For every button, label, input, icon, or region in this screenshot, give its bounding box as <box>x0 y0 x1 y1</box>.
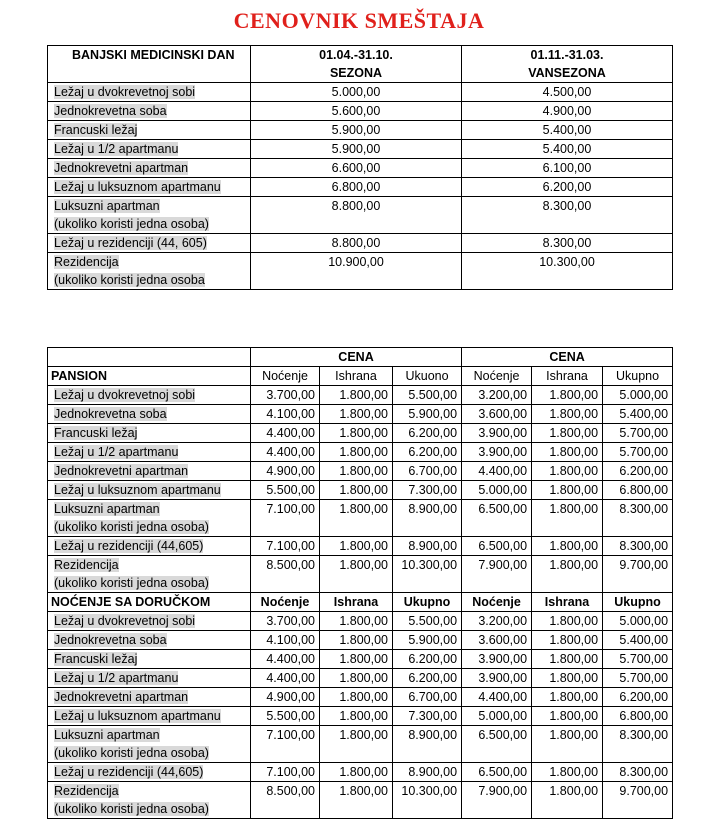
header-season <box>251 46 462 83</box>
price-cell: 6.700,00 <box>393 462 462 481</box>
price-cell: 1.800,00 <box>532 707 603 726</box>
row-label <box>48 140 251 159</box>
price-cell: 1.800,00 <box>320 612 393 631</box>
row-label-line: Ležaj u dvokrevetnoj sobi <box>54 614 196 628</box>
price-cell: 6.200,00 <box>462 178 673 197</box>
price-cell: 3.900,00 <box>462 443 532 462</box>
price-cell: 1.800,00 <box>532 782 603 819</box>
row-label-line: Ležaj u 1/2 apartmanu <box>54 671 179 685</box>
table-header-row <box>48 46 673 83</box>
row-label-line: Rezidencija <box>54 784 119 798</box>
price-cell: 5.900,00 <box>393 631 462 650</box>
row-label <box>48 537 251 556</box>
price-cell: 1.800,00 <box>320 500 393 537</box>
price-cell: 1.800,00 <box>532 726 603 763</box>
column-header: Ukuono <box>393 367 462 386</box>
price-cell: 4.900,00 <box>251 462 320 481</box>
price-cell: 10.300,00 <box>462 253 673 290</box>
price-cell: 1.800,00 <box>532 481 603 500</box>
table-row <box>48 782 673 819</box>
table-row <box>48 386 673 405</box>
price-cell: 1.800,00 <box>320 782 393 819</box>
table-row <box>48 650 673 669</box>
price-cell: 6.600,00 <box>251 159 462 178</box>
price-cell: 6.200,00 <box>393 669 462 688</box>
price-cell: 7.100,00 <box>251 500 320 537</box>
price-cell: 1.800,00 <box>320 631 393 650</box>
price-cell: 1.800,00 <box>532 405 603 424</box>
row-label-line: Ležaj u 1/2 apartmanu <box>54 445 179 459</box>
price-cell: 1.800,00 <box>320 386 393 405</box>
price-cell: 1.800,00 <box>532 650 603 669</box>
row-label-line: Luksuzni apartman <box>54 728 160 742</box>
price-cell: 1.800,00 <box>532 424 603 443</box>
price-cell: 5.900,00 <box>393 405 462 424</box>
price-cell: 8.900,00 <box>393 500 462 537</box>
row-label-line: Francuski ležaj <box>54 123 138 137</box>
row-label <box>48 763 251 782</box>
table-row <box>48 159 673 178</box>
price-cell: 5.900,00 <box>251 140 462 159</box>
row-label-line: Ležaj u 1/2 apartmanu <box>54 142 179 156</box>
price-cell: 8.300,00 <box>603 500 673 537</box>
price-cell: 5.400,00 <box>462 121 673 140</box>
table-row <box>48 500 673 537</box>
table-row <box>48 481 673 500</box>
price-cell: 8.900,00 <box>393 763 462 782</box>
column-header: Ukupno <box>393 593 462 612</box>
price-cell: 8.300,00 <box>462 197 673 234</box>
price-cell: 4.400,00 <box>251 424 320 443</box>
price-cell: 8.800,00 <box>251 234 462 253</box>
row-label-line: (ukoliko koristi jedna osoba) <box>54 520 209 534</box>
row-label <box>48 102 251 121</box>
table-row <box>48 688 673 707</box>
price-cell: 5.400,00 <box>603 631 673 650</box>
season-dates: 01.04.-31.10. <box>319 48 393 62</box>
price-cell: 4.400,00 <box>462 688 532 707</box>
row-label-line: Jednokrevetni apartman <box>54 690 189 704</box>
row-label <box>48 612 251 631</box>
price-cell: 6.700,00 <box>393 688 462 707</box>
price-cell: 5.400,00 <box>603 405 673 424</box>
price-cell: 9.700,00 <box>603 556 673 593</box>
price-cell: 8.500,00 <box>251 782 320 819</box>
price-cell: 6.100,00 <box>462 159 673 178</box>
table-row <box>48 707 673 726</box>
table-row <box>48 631 673 650</box>
price-cell: 6.200,00 <box>393 650 462 669</box>
row-label <box>48 121 251 140</box>
price-cell: 4.900,00 <box>462 102 673 121</box>
row-label-line: Ležaj u luksuznom apartmanu <box>54 709 221 723</box>
price-cell: 5.600,00 <box>251 102 462 121</box>
row-label-line: (ukoliko koristi jedna osoba <box>54 273 205 287</box>
column-header: Noćenje <box>462 367 532 386</box>
empty-cell <box>48 348 251 367</box>
price-cell: 6.800,00 <box>603 707 673 726</box>
table-row <box>48 669 673 688</box>
price-cell: 6.200,00 <box>393 443 462 462</box>
price-cell: 5.000,00 <box>251 83 462 102</box>
price-cell: 6.500,00 <box>462 537 532 556</box>
price-cell: 5.500,00 <box>393 386 462 405</box>
table-row <box>48 197 673 234</box>
price-cell: 7.100,00 <box>251 537 320 556</box>
price-cell: 6.500,00 <box>462 500 532 537</box>
row-label <box>48 234 251 253</box>
price-cell: 7.100,00 <box>251 726 320 763</box>
row-label-line: (ukoliko koristi jedna osoba) <box>54 802 209 816</box>
row-label-line: Jednokrevetna soba <box>54 104 167 118</box>
row-label <box>48 405 251 424</box>
price-cell: 10.300,00 <box>393 782 462 819</box>
column-header: Noćenje <box>251 367 320 386</box>
row-label <box>48 386 251 405</box>
header-label: BANJSKI MEDICINSKI DAN <box>48 46 251 83</box>
section-name: PANSION <box>48 367 251 386</box>
row-label-line: Luksuzni apartman <box>54 199 160 213</box>
price-cell: 3.600,00 <box>462 405 532 424</box>
section-name: NOĆENJE SA DORUČKOM <box>48 593 251 612</box>
price-cell: 5.500,00 <box>251 481 320 500</box>
price-cell: 8.300,00 <box>462 234 673 253</box>
table-row <box>48 178 673 197</box>
price-cell: 1.800,00 <box>320 462 393 481</box>
row-label <box>48 782 251 819</box>
table-header-row <box>48 348 673 367</box>
price-cell: 5.400,00 <box>462 140 673 159</box>
price-cell: 7.300,00 <box>393 481 462 500</box>
price-cell: 1.800,00 <box>532 462 603 481</box>
row-label-line: Rezidencija <box>54 255 119 269</box>
price-cell: 6.200,00 <box>603 688 673 707</box>
price-cell: 5.700,00 <box>603 424 673 443</box>
table-row <box>48 443 673 462</box>
price-cell: 1.800,00 <box>320 650 393 669</box>
table-row <box>48 537 673 556</box>
row-label-line: Jednokrevetna soba <box>54 407 167 421</box>
column-header: Ishrana <box>320 367 393 386</box>
row-label-line: Ležaj u luksuznom apartmanu <box>54 180 221 194</box>
price-cell: 4.400,00 <box>462 462 532 481</box>
row-label-line: Jednokrevetni apartman <box>54 161 189 175</box>
offseason-name: VANSEZONA <box>528 66 606 80</box>
row-label-line: Ležaj u dvokrevetnoj sobi <box>54 388 196 402</box>
table-row <box>48 121 673 140</box>
table-row <box>48 612 673 631</box>
price-cell: 1.800,00 <box>320 707 393 726</box>
row-label-line: Rezidencija <box>54 558 119 572</box>
row-label <box>48 83 251 102</box>
price-cell: 6.200,00 <box>603 462 673 481</box>
price-cell: 1.800,00 <box>532 669 603 688</box>
price-cell: 7.900,00 <box>462 556 532 593</box>
table-row <box>48 405 673 424</box>
row-label <box>48 726 251 763</box>
price-cell: 1.800,00 <box>320 481 393 500</box>
row-label-line: Luksuzni apartman <box>54 502 160 516</box>
price-cell: 3.200,00 <box>462 612 532 631</box>
price-cell: 5.000,00 <box>603 386 673 405</box>
row-label <box>48 500 251 537</box>
row-label-line: Francuski ležaj <box>54 652 138 666</box>
table-row <box>48 83 673 102</box>
price-cell: 5.700,00 <box>603 669 673 688</box>
table-row <box>48 763 673 782</box>
price-cell: 1.800,00 <box>320 537 393 556</box>
price-cell: 1.800,00 <box>320 405 393 424</box>
price-cell: 4.100,00 <box>251 631 320 650</box>
price-cell: 5.900,00 <box>251 121 462 140</box>
row-label <box>48 650 251 669</box>
row-label-line: (ukoliko koristi jedna osoba) <box>54 217 209 231</box>
table-row <box>48 726 673 763</box>
price-cell: 1.800,00 <box>320 556 393 593</box>
row-label <box>48 631 251 650</box>
price-cell: 4.400,00 <box>251 650 320 669</box>
price-cell: 1.800,00 <box>532 556 603 593</box>
row-label-line: Ležaj u luksuznom apartmanu <box>54 483 221 497</box>
price-cell: 10.900,00 <box>251 253 462 290</box>
price-cell: 6.800,00 <box>251 178 462 197</box>
column-header: Noćenje <box>462 593 532 612</box>
row-label-line: Francuski ležaj <box>54 426 138 440</box>
row-label-line: Ležaj u rezidenciji (44,605) <box>54 765 204 779</box>
row-label-line: (ukoliko koristi jedna osoba) <box>54 576 209 590</box>
price-cell: 1.800,00 <box>320 669 393 688</box>
price-cell: 8.300,00 <box>603 763 673 782</box>
price-cell: 9.700,00 <box>603 782 673 819</box>
table-row <box>48 140 673 159</box>
price-cell: 1.800,00 <box>320 726 393 763</box>
price-cell: 7.300,00 <box>393 707 462 726</box>
column-header: Noćenje <box>251 593 320 612</box>
table-row <box>48 253 673 290</box>
price-cell: 3.900,00 <box>462 424 532 443</box>
price-cell: 8.500,00 <box>251 556 320 593</box>
season-name: SEZONA <box>329 66 383 80</box>
row-label-line: Jednokrevetni apartman <box>54 464 189 478</box>
price-cell: 5.500,00 <box>393 612 462 631</box>
price-cell: 1.800,00 <box>532 688 603 707</box>
price-cell: 10.300,00 <box>393 556 462 593</box>
price-cell: 3.200,00 <box>462 386 532 405</box>
price-cell: 1.800,00 <box>532 537 603 556</box>
price-cell: 5.500,00 <box>251 707 320 726</box>
price-cell: 4.900,00 <box>251 688 320 707</box>
price-cell: 1.800,00 <box>532 500 603 537</box>
price-cell: 4.500,00 <box>462 83 673 102</box>
row-label-line: Ležaj u rezidenciji (44, 605) <box>54 236 207 250</box>
price-cell: 3.600,00 <box>462 631 532 650</box>
price-cell: 3.900,00 <box>462 650 532 669</box>
column-header: Ukupno <box>603 367 673 386</box>
price-group-header: CENA <box>462 348 673 367</box>
price-cell: 5.000,00 <box>603 612 673 631</box>
price-cell: 6.800,00 <box>603 481 673 500</box>
price-cell: 5.700,00 <box>603 650 673 669</box>
section-header-row <box>48 593 673 612</box>
price-cell: 8.800,00 <box>251 197 462 234</box>
row-label-line: Ležaj u dvokrevetnoj sobi <box>54 85 196 99</box>
price-group-header: CENA <box>251 348 462 367</box>
row-label <box>48 443 251 462</box>
column-header: Ishrana <box>320 593 393 612</box>
row-label <box>48 424 251 443</box>
price-cell: 5.700,00 <box>603 443 673 462</box>
table-row <box>48 556 673 593</box>
price-cell: 5.000,00 <box>462 481 532 500</box>
board-price-table <box>47 347 673 819</box>
section-header-row <box>48 367 673 386</box>
price-cell: 8.300,00 <box>603 726 673 763</box>
row-label <box>48 688 251 707</box>
header-offseason <box>462 46 673 83</box>
row-label-line: (ukoliko koristi jedna osoba) <box>54 746 209 760</box>
price-cell: 1.800,00 <box>532 612 603 631</box>
row-label-line: Ležaj u rezidenciji (44,605) <box>54 539 204 553</box>
price-cell: 6.200,00 <box>393 424 462 443</box>
table-row <box>48 424 673 443</box>
price-cell: 4.400,00 <box>251 669 320 688</box>
price-cell: 3.700,00 <box>251 386 320 405</box>
price-cell: 6.500,00 <box>462 763 532 782</box>
price-cell: 1.800,00 <box>320 763 393 782</box>
price-cell: 8.900,00 <box>393 726 462 763</box>
price-cell: 3.700,00 <box>251 612 320 631</box>
price-cell: 7.100,00 <box>251 763 320 782</box>
row-label <box>48 669 251 688</box>
price-cell: 7.900,00 <box>462 782 532 819</box>
price-cell: 3.900,00 <box>462 669 532 688</box>
table-row <box>48 462 673 481</box>
row-label <box>48 556 251 593</box>
price-cell: 1.800,00 <box>320 688 393 707</box>
row-label <box>48 197 251 234</box>
table-row <box>48 102 673 121</box>
row-label <box>48 178 251 197</box>
price-cell: 1.800,00 <box>532 443 603 462</box>
price-cell: 1.800,00 <box>532 386 603 405</box>
price-cell: 1.800,00 <box>532 763 603 782</box>
price-cell: 6.500,00 <box>462 726 532 763</box>
price-cell: 8.900,00 <box>393 537 462 556</box>
column-header: Ukupno <box>603 593 673 612</box>
price-cell: 5.000,00 <box>462 707 532 726</box>
page-title: CENOVNIK SMEŠTAJA <box>233 8 485 33</box>
row-label <box>48 253 251 290</box>
price-cell: 8.300,00 <box>603 537 673 556</box>
row-label <box>48 707 251 726</box>
price-cell: 1.800,00 <box>320 443 393 462</box>
price-cell: 1.800,00 <box>532 631 603 650</box>
price-cell: 1.800,00 <box>320 424 393 443</box>
column-header: Ishrana <box>532 593 603 612</box>
row-label-line: Jednokrevetna soba <box>54 633 167 647</box>
row-label <box>48 159 251 178</box>
day-price-table <box>47 45 673 290</box>
price-cell: 4.100,00 <box>251 405 320 424</box>
offseason-dates: 01.11.-31.03. <box>530 48 604 62</box>
price-cell: 4.400,00 <box>251 443 320 462</box>
row-label <box>48 462 251 481</box>
column-header: Ishrana <box>532 367 603 386</box>
table-row <box>48 234 673 253</box>
row-label <box>48 481 251 500</box>
